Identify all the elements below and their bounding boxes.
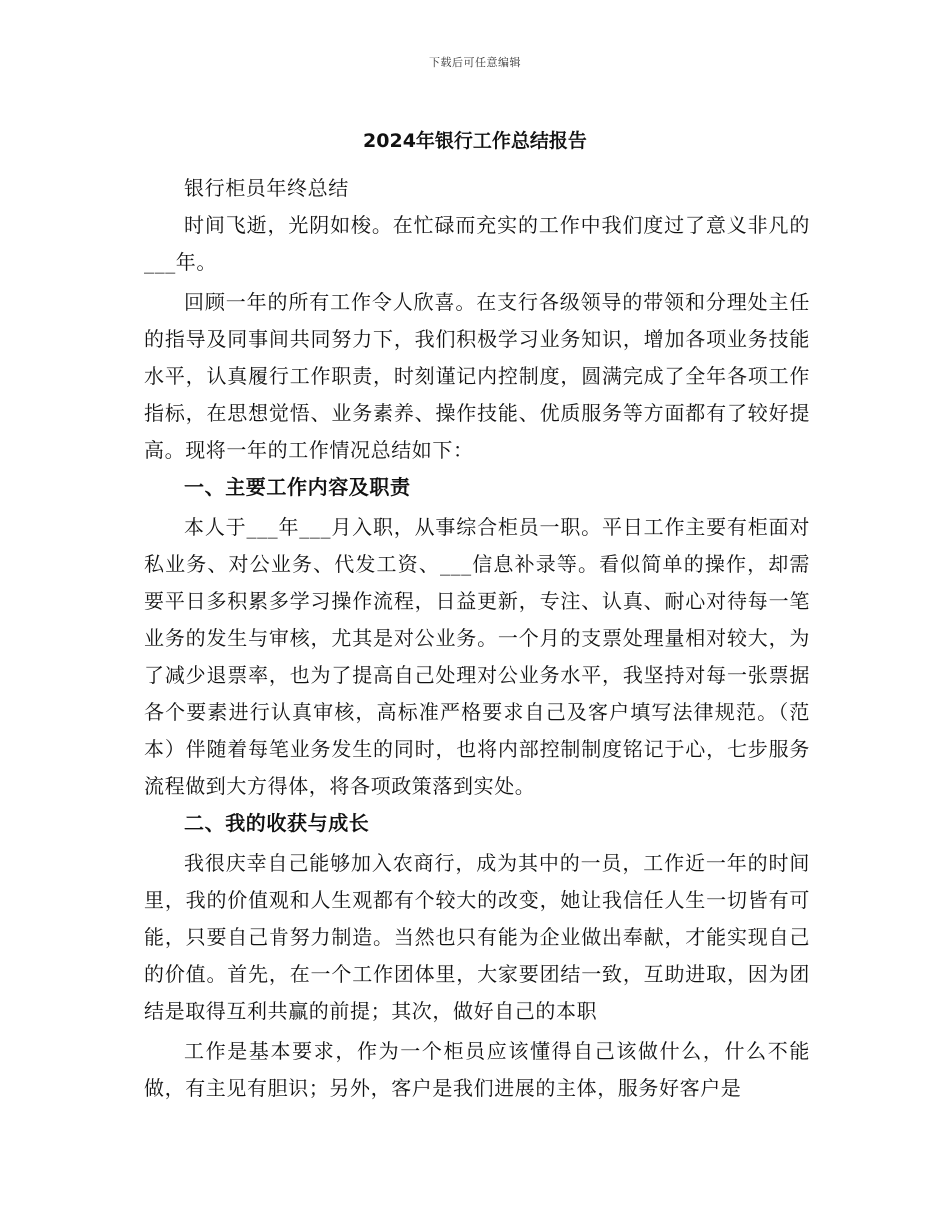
section-heading-duties: 一、主要工作内容及职责	[184, 475, 411, 499]
document-body	[144, 170, 810, 1107]
page-header-note: 下载后可任意编辑	[429, 56, 521, 69]
document-subtitle: 银行柜员年终总结	[184, 176, 349, 200]
document-title: 2024年银行工作总结报告	[363, 130, 587, 152]
section-heading-growth: 二、我的收获与成长	[184, 811, 370, 835]
paragraph-opening: 时间飞逝，光阴如梭。在忙碌而充实的工作中我们度过了意义非凡的___年。	[144, 213, 810, 274]
paragraph-duties: 本人于___年___月入职，从事综合柜员一职。平日工作主要有柜面对私业务、对公业务、代发工资、___信息补录等。看似简单的操作，却需要平日多积累多学习操作流程，日益更新，专注、认真、耐心对待每一笔业务的发生与审核，尤其是对公业务。一个月的支票处理量相对较大，为了减少退票率，也为了提高自己处理对公业务水平，我坚持对每一张票据各个要素进行认真审核，高标准严格要求自己及客户填写法律规范。（范本）伴随着每笔业务发生的同时，也将内部控制制度铭记于心，七步服务流程做到大方得体，将各项政策落到实处。	[144, 515, 810, 798]
paragraph-growth: 我很庆幸自己能够加入农商行，成为其中的一员，工作近一年的时间里，我的价值观和人生观都有个较大的改变，她让我信任人生一切皆有可能，只要自己肯努力制造。当然也只有能为企业做出奉献，才能实现自己的价值。首先，在一个工作团体里，大家要团结一致，互助进取，因为团结是取得互利共赢的前提；其次，做好自己的本职	[144, 851, 810, 1023]
paragraph-basic-requirement: 工作是基本要求，作为一个柜员应该懂得自己该做什么，什么不能做，有主见有胆识；另外，客户是我们进展的主体，服务好客户是	[144, 1039, 810, 1100]
paragraph-review: 回顾一年的所有工作令人欣喜。在支行各级领导的带领和分理处主任的指导及同事间共同努力下，我们积极学习业务知识，增加各项业务技能水平，认真履行工作职责，时刻谨记内控制度，圆满完成了全年各项工作指标，在思想觉悟、业务素养、操作技能、优质服务等方面都有了较好提高。现将一年的工作情况总结如下：	[144, 290, 810, 462]
